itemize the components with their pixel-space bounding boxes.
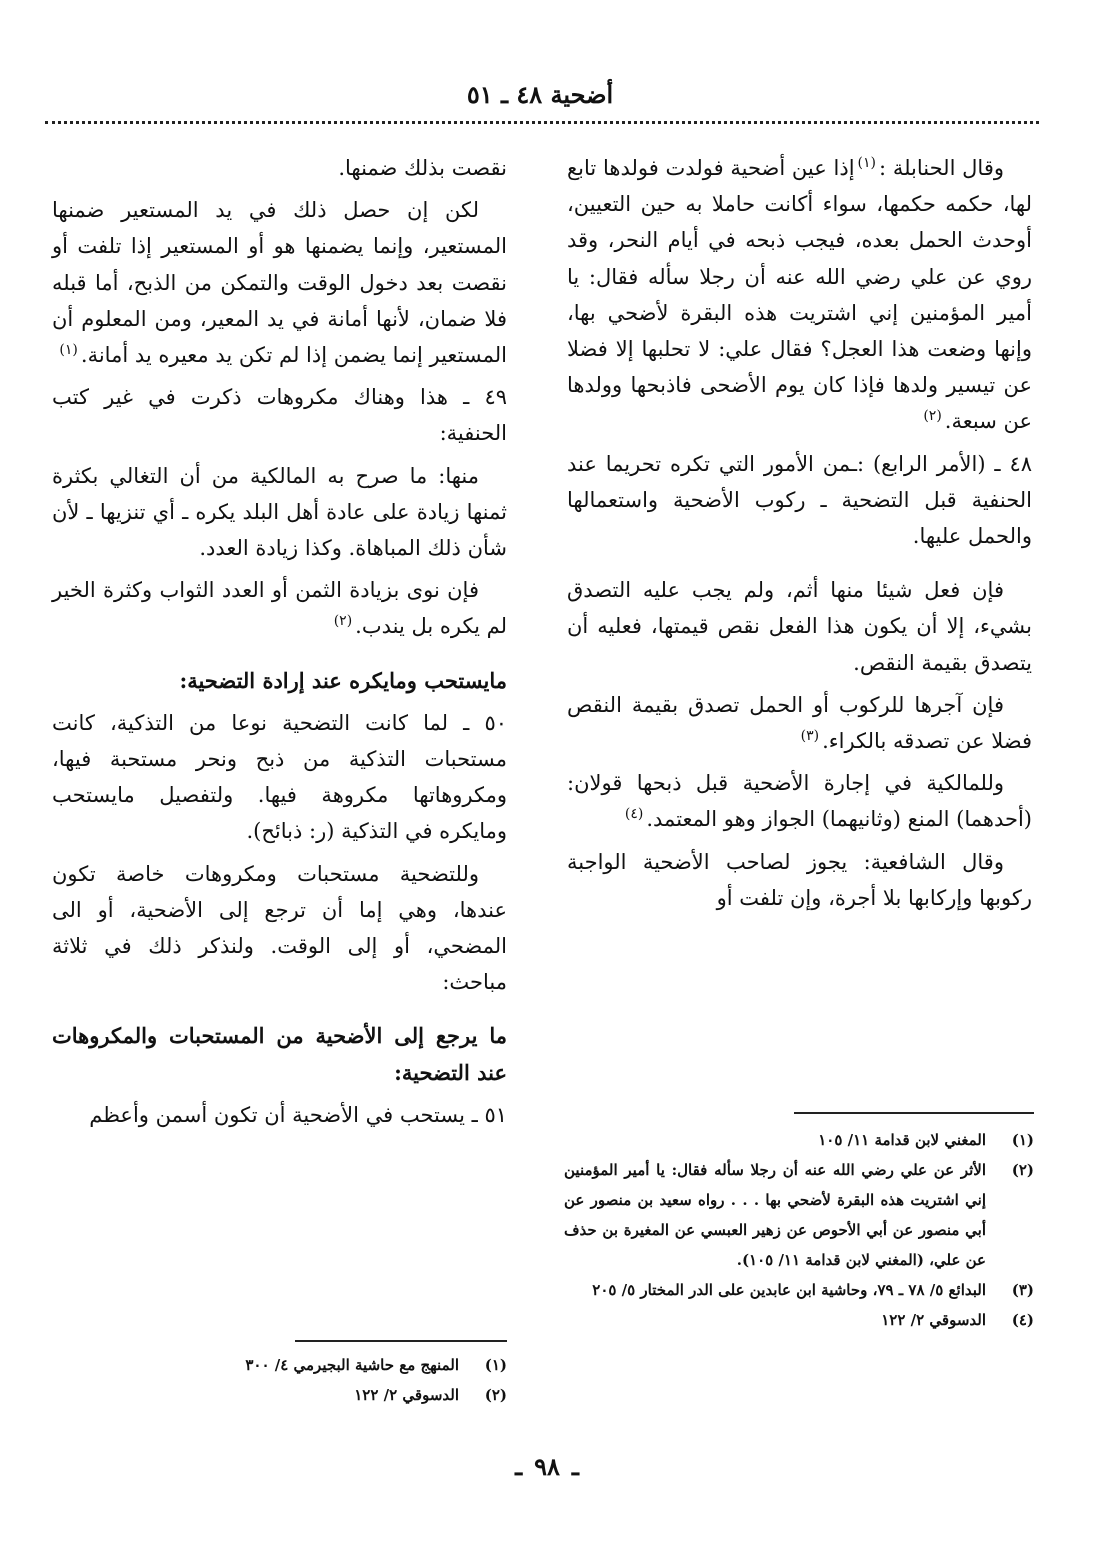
footnote-number: (٣)	[1011, 1281, 1034, 1299]
paragraph-text: وللمالكية في إجارة الأضحية قبل ذبحها قولان: (أحدهما) المنع (وثانيهما) الجواز وهو المعتمد.	[567, 771, 1032, 832]
header-dotted-rule	[45, 121, 1039, 124]
footnote-text: المنهج مع حاشية البجيرمي ٤/ ٣٠٠	[245, 1356, 459, 1374]
heading-text: ما يرجع إلى الأضحية من المستحبات والمكروهات عند التضحية:	[52, 1023, 507, 1085]
paragraph-section-51	[52, 1097, 507, 1133]
footnote-rule-right	[794, 1112, 1034, 1114]
footnotes-right	[564, 1125, 1034, 1335]
footnotes-left	[55, 1350, 507, 1410]
footnote-number: (٢)	[484, 1386, 507, 1404]
footnote-ref: (٢)	[333, 613, 353, 630]
footnote-ref: (٢)	[923, 408, 942, 425]
footnote-ref: (١)	[857, 155, 877, 171]
paragraph-text: لكن إن حصل ذلك في يد المستعير ضمنها المستعير، وإنما يضمنها هو أو المستعير إذا تلفت أو نقصت بعد دخول الوقت والتمكن من الذبح، أما قبله فلا ضمان، لأنها أمانة في يد المعير، ومن المعلوم أن المستعير إنما يضمن إذا لم تكن يد معيره يد أمانة.	[52, 198, 507, 368]
footnote-number: (١)	[484, 1356, 507, 1374]
paragraph-hanabila	[567, 150, 1032, 440]
footnote-number: (١)	[1011, 1131, 1034, 1149]
running-header	[40, 70, 1040, 120]
paragraph-text: فإن فعل شيئا منها أثم، ولم يجب عليه التصدق بشيء، إلا أن يكون هذا الفعل نقص قيمتها، فعليه أن يتصدق بقيمة النقص.	[567, 578, 1032, 675]
section-heading	[52, 663, 507, 699]
footnote-number: (٢)	[1011, 1161, 1034, 1179]
paragraph-text: فإن آجرها للركوب أو الحمل تصدق بقيمة النقص فضلا عن تصدقه بالكراء.	[567, 692, 1032, 754]
footnote-item	[564, 1275, 1034, 1305]
paragraph-section-48	[567, 446, 1032, 555]
paragraph-text-block	[52, 458, 507, 567]
right-column	[567, 150, 1032, 922]
paragraph-text: ٥٠ ـ لما كانت التضحية نوعا من التذكية، كانت مستحبات التذكية من ذبح ونحر مستحبة فيها، ومكروهاتها مكروهة فيها. ولتفصيل مايستحب ومايكره في التذكية (ر: ذبائح).	[52, 710, 507, 844]
footnote-item	[564, 1155, 1034, 1275]
section-heading	[52, 1018, 507, 1090]
footnote-item	[55, 1380, 507, 1410]
paragraph-text-block	[52, 192, 507, 373]
footnote-ref: (٤)	[624, 806, 644, 823]
header-title: أضحية ٤٨ ـ ٥١	[466, 80, 614, 109]
footnote-text: الدسوقي ٢/ ١٢٢	[881, 1311, 986, 1329]
footnote-item	[564, 1305, 1034, 1335]
paragraph-text: نقصت بذلك ضمنها.	[338, 156, 507, 180]
paragraph-text: وللتضحية مستحبات ومكروهات خاصة تكون عندها، وهي إما أن ترجع إلى الأضحية، أو الى المضحي، أو إلى الوقت. ولنذكر ذلك في ثلاثة مباحث:	[52, 861, 507, 995]
footnote-text: البدائع ٥/ ٧٨ ـ ٧٩، وحاشية ابن عابدين على الدر المختار ٥/ ٢٠٥	[592, 1281, 986, 1299]
paragraph-text: منها: ما صرح به المالكية من أن التغالي بكثرة ثمنها زيادة على عادة أهل البلد يكره ـ أي تنزيها ـ لأن شأن ذلك المباهاة. وكذا زيادة العدد.	[52, 463, 507, 561]
footnote-item	[564, 1125, 1034, 1155]
paragraph-text: وقال الشافعية: يجوز لصاحب الأضحية الواجبة ركوبها وإركابها بلا أجرة، وإن تلفت أو	[567, 849, 1032, 910]
heading-text: مايستحب ومايكره عند إرادة التضحية:	[179, 667, 507, 693]
paragraph-text: ٥١ ـ يستحب في الأضحية أن تكون أسمن وأعظم	[89, 1102, 507, 1127]
paragraph-text: وقال الحنابلة :	[879, 156, 1004, 180]
paragraph-section-49	[52, 379, 507, 451]
paragraph-text: فإن نوى بزيادة الثمن أو العدد الثواب وكثرة الخير لم يكره بل يندب.	[52, 578, 507, 639]
footnote-item	[55, 1350, 507, 1380]
footnote-number: (٤)	[1011, 1311, 1034, 1329]
footnote-rule-left	[295, 1340, 507, 1342]
footnote-text: المغني لابن قدامة ١١/ ١٠٥	[818, 1131, 986, 1149]
paragraph-text-block	[567, 572, 1032, 681]
footnote-text: الدسوقي ٢/ ١٢٢	[354, 1386, 459, 1404]
left-column	[52, 150, 507, 1139]
footnote-ref: (١)	[59, 342, 78, 359]
paragraph-text-block	[52, 856, 507, 1001]
paragraph-text-block	[52, 150, 507, 186]
paragraph-text-block	[567, 687, 1032, 759]
footnote-ref: (٣)	[800, 728, 820, 745]
page-number-value: ٩٨	[534, 1452, 560, 1481]
paragraph-text: ٤٩ ـ هذا وهناك مكروهات ذكرت في غير كتب الحنفية:	[52, 385, 507, 446]
paragraph-text-block	[567, 765, 1032, 837]
paragraph-text: ٤٨ ـ (الأمر الرابع) :ـمن الأمور التي تكره تحريما عند الحنفية قبل التضحية ـ ركوب الأضحية واستعمالها والحمل عليها.	[567, 451, 1032, 549]
paragraph-text-block	[567, 844, 1032, 916]
paragraph-section-50	[52, 705, 507, 850]
paragraph-text-block	[52, 572, 507, 644]
paragraph-text: إذا عين أضحية فولدت فولدها تابع لها، حكمه حكمها، سواء أكانت حاملا به حين التعيين، أوحدث الحمل بعده، فيجب ذبحه في أيام النحر، وقد روي عن علي رضي الله عنه أن رجلا سأله فقال: يا أمير المؤمنين إني اشتريت هذه البقرة لأضحي بها، وإنها وضعت هذا العجل؟ فقال علي: لا تحلبها إلا فضلا عن تيسير ولدها فإذا كان يوم الأضحى فاذبحها وولدها عن سبعة.	[567, 156, 1032, 434]
page-number: ـ٩٨ـ	[515, 1452, 579, 1481]
footnote-text: الأثر عن علي رضي الله عنه أن رجلا سأله فقال: يا أمير المؤمنين إني اشتريت هذه البقرة لأضحي بها . . . رواه سعيد بن منصور عن أبي منصور عن أبي الأحوص عن زهير العبسي عن المغيرة بن حذف عن علي، (المغني لابن قدامة ١١/ ١٠٥).	[564, 1161, 986, 1269]
